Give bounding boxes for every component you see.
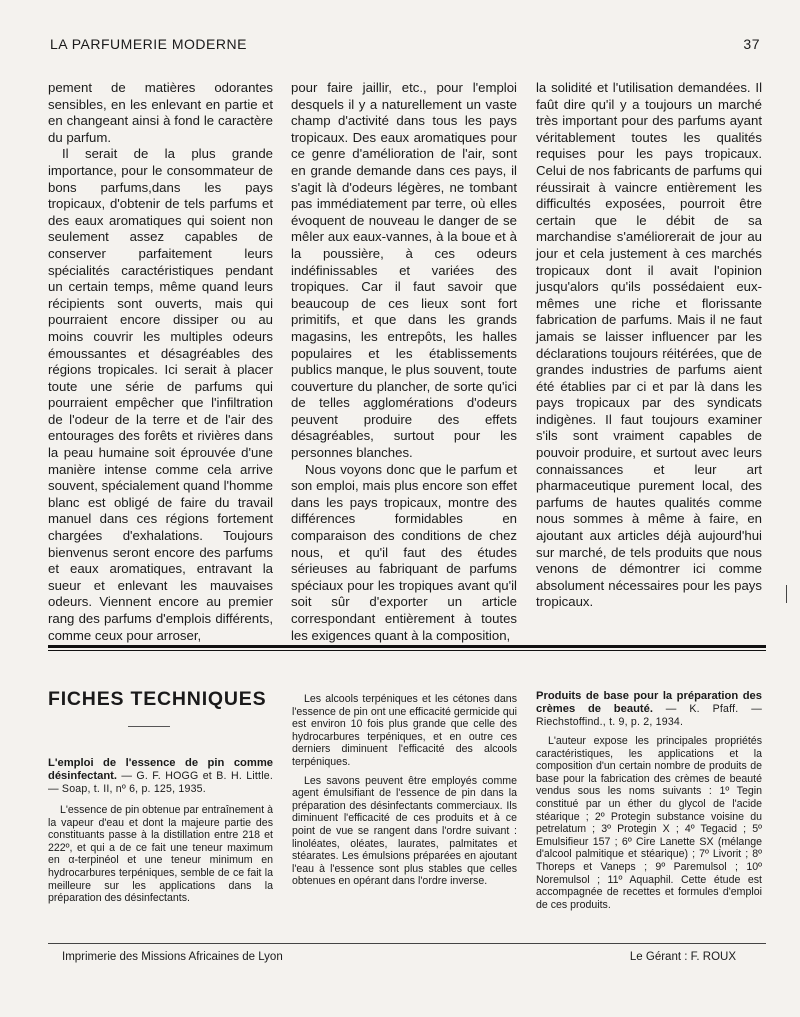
running-header (50, 36, 760, 56)
fiche-reference: — G. F. HOGG et B. H. Little. — Soap, t. II, nº 6, p. 125, 1935. (48, 770, 273, 795)
fiche-paragraph: L'essence de pin obtenue par entraînement à la vapeur d'eau et dont la majeure partie des constituants passe à la distillation entre 218 et 222º, et qui a de ce fait une teneur maximum en α-terpinéol et une teneur minimum en hydrocarbures terpéniques, semble de ce fait la meilleure sur les applications dans la préparation des désinfectants. (48, 804, 273, 905)
fiche-paragraph: Les savons peuvent être employés comme agent émulsifiant de l'essence de pin dans la préparation des désinfectants commerciaux. Ils diminuent l'efficacité de ces produits et à ce point de vue se rangent dans l'ordre suivant : linoléates, oléates, laurates, palmitates et stéarates. Les émulsions préparées en ajoutant l'eau à l'essence sont plus stables que celles obtenues en opérant dans l'ordre inverse. (292, 774, 517, 888)
page-number: 37 (743, 36, 760, 52)
journal-title: LA PARFUMERIE MODERNE (50, 36, 247, 52)
fiche-column-1 (48, 757, 273, 911)
fiche-title: L'emploi de l'essence de pin comme désinfectant. (48, 757, 273, 782)
fiche-paragraph: Les alcools terpéniques et les cétones dans l'essence de pin ont une efficacité germicide qui est environ 10 fois plus grande que celle des hydrocarbures terpéniques, et en outre ces derniers diminuent l'efficacité des alcools terpéniques. (292, 693, 517, 768)
fiche-title: Produits de base pour la préparation des crèmes de beauté. (536, 690, 762, 715)
paragraph: pement de matières odorantes sensibles, en les enlevant en partie et en changeant ainsi à fond le caractère du parfum. (48, 80, 273, 145)
fiche-paragraph: L'auteur expose les principales propriétés caractéristiques, les applications et la composition d'un certain nombre de produits de base pour la fabrication des crèmes de beauté vendus sous les noms suivants : 1º Tegin constitué par un éther du glycol de l'acide stéarique ; 2º Protegin substance voisine du petrelatum ; 3º Protegin X ; 4º Tegacid ; 5º Emulsifieur 157 ; 6º Cire Lanette SX (mélange d'alcool palmitique et stéarique) ; 7º Livorit ; 8º Thoreps et Vaneps ; 9º Paremulsol ; 10º Noremulsol ; 11º Aquaphil. Cette étude est accompagnée de recettes et formules d'emploi de ces produits. (536, 735, 762, 911)
fiche-column-3 (536, 690, 762, 917)
article-column-3 (536, 80, 762, 611)
title-underline (128, 726, 170, 727)
fiche-column-2 (292, 693, 517, 894)
section-title: FICHES TECHNIQUES (48, 688, 267, 710)
paragraph: Il serait de la plus grande importance, pour le consommateur de bons parfums,dans les pays tropicaux, d'obtenir de tels parfums et des eaux aromatiques qui soient non seulement assez capables de conserver parfaitement leurs spécialités caractéristiques pendant un certain temps, même quand leurs récipients sont ouverts, mais qui pourraient encore dissiper ou au moins couvrir les multiples odeurs émoussantes et désagréables des régions tropicales. Ici serait à placer toute une série de parfums qui pourraient empêcher que l'infiltration de l'odeur de la terre et de l'air des entourages des forêts et rivières dans la peau humaine soit éprouvée d'une manière intense comme cela arrive souvent, spécialement quand l'homme blanc est obligé de faire du travail manuel dans ces régions fortement chargées d'exhalations. Toujours bienvenus seront encore des parfums et eaux aromatiques, entravant la sueur et enlevant les mauvaises odeurs. Viennent encore au premier rang des parfums d'emplois différents, comme ceux pour arroser, (48, 146, 273, 643)
article-column-2 (291, 80, 517, 644)
fiche-reference: — K. Pfaff. — Riechstoffind., t. 9, p. 2, 1934. (536, 703, 762, 728)
margin-rule (786, 585, 787, 603)
article-column-1 (48, 80, 273, 644)
fiche-heading (536, 690, 762, 729)
section-divider (48, 645, 766, 651)
footer-rule (48, 943, 766, 944)
manager-credit: Le Gérant : F. ROUX (629, 951, 736, 963)
paragraph: la solidité et l'utilisation demandées. Il faût dire qu'il y a toujours un marché très important pour des parfums ayant véritablement toutes les qualités requises pour les pays tropicaux. Celui de nos fabricants de parfums qui réussirait à vaincre entièrement les difficultés exposées, pourroit être certain que le débit de sa marchandise s'améliorerait de jour au jour et cela justement à ces marchés tropicaux dont il avait l'opinion jusqu'alors qu'ils possédaient eux-mêmes une riche et florissante fabrication de parfums. Mais il ne faut jamais se laisser influencer par les déclarations toujours réitérées, que de grandes industries de parfums aient été établies par ci et par là dans les pays tropicaux par des syndicats indigènes. Il faut toujours examiner s'ils sont vraiment capables de pouvoir produire, et surtout avec leurs connaissances et leur art pharmaceutique purement local, des parfums de hautes qualités comme nous sommes à même à faire, en ajoutant aux articles déjà aujourd'hui sur marché, de tels produits que nous venons de démontrer ici comme absolument nécessaires pour les pays tropicaux. (536, 80, 762, 610)
paragraph: pour faire jaillir, etc., pour l'emploi desquels il y a naturellement un vaste champ d'activité dans tous les pays tropicaux. Des eaux aromatiques pour ce genre d'amélioration de l'air, sont en grande demande dans ces pays, il s'agit là d'odeurs légères, ne tombant pas immédiatement par terre, où elles évoquent de nouveau le danger de se mêler aux eaux-vannes, à la boue et à la poussière, à ces odeurs indéfinissables et variées des tropiques. Car il faut savoir que beaucoup de ces lieux sont fort primitifs, et que dans les grands magasins, les entrepôts, les halles populaires et les établissements publics manque, le plus souvent, toute couverture du plancher, de sorte qu'ici de telles agglomérations d'odeurs peuvent produire des effets désagréables, surtout pour les personnes blanches. (291, 80, 517, 461)
paragraph: Nous voyons donc que le parfum et son emploi, mais plus encore son effet dans les pays tropicaux, montre des différences formidables en comparaison des conditions de chez nous, et qu'il faut des études sérieuses au fabriquant de parfums spéciaux pour les tropiques avant qu'il soit sûr d'exporter un article correspondant entièrement à toutes les exigences quant à la composition, (291, 461, 517, 643)
printer-credit: Imprimerie des Missions Africaines de Lyon (62, 951, 283, 963)
fiche-heading (48, 757, 273, 796)
